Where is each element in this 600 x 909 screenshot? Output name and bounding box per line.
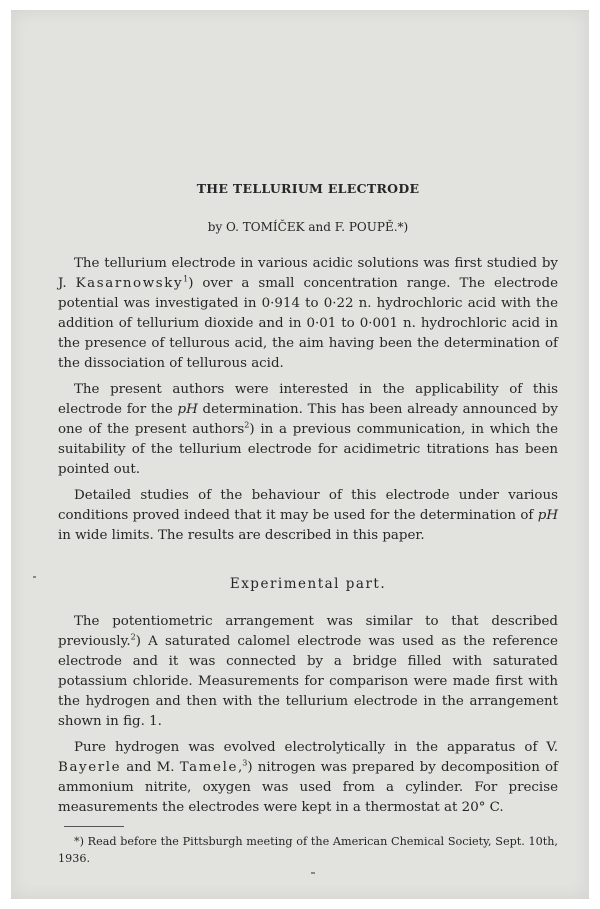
print-speck [33,576,36,578]
ph-term: pH [177,402,198,417]
article-body [58,181,558,867]
author-name-bayerle: Bayerle [58,760,122,775]
author-name-kasarnowsky: Kasarnowsky [75,276,184,291]
article-byline: by O. TOMÍČEK and F. POUPĚ.*) [207,220,409,234]
intro-paragraph-2: The present authors were interested in the applicability of this electrode for the pH determination. This has been already announced by one of the present authors$^2$) in a previous communication, in which the suitability of the tellurium electrode for acidimetric titrations has been pointed out. [58,382,558,477]
intro-paragraph-3: Detailed studies of the behaviour of this electrode under various conditions proved indeed that it may be used for the determination of pH in wide limits. The results are described in this paper. [58,488,558,543]
reference-marker: 1 [183,274,189,284]
reference-marker: 3 [242,758,248,768]
reference-marker: 2 [130,632,136,642]
experimental-paragraph-1: The potentiometric arrangement was similar to that described previously.$^2$) A saturated calomel electrode was used as the reference electrode and it was connected by a bridge filled with saturated potassium chloride. Measurements for comparison were made first with the hydrogen and then with the tellurium electrode in the arrangement shown in fig. 1. [58,614,558,729]
print-speck [311,872,315,874]
footnote: *) Read before the Pittsburgh meeting of the American Chemical Society, Sept. 10th, 1936. [58,835,558,865]
article-title: THE TELLURIUM ELECTRODE [196,181,420,196]
author-name-tamele: Tamele [179,760,238,775]
intro-paragraph-1: The tellurium electrode in various acidic solutions was first studied by J. Kasarnowsky$^1$) over a small concentration range. The electrode potential was investigated in 0·914 to 0·22 n. hydrochloric acid with the addition of tellurium dioxide and in 0·01 to 0·001 n. hydrochloric acid in the presence of tellurous acid, the aim having been the determination of the dissociation of tellurous acid. [58,256,558,371]
paper-page [11,10,589,899]
experimental-paragraph-2: Pure hydrogen was evolved electrolytically in the apparatus of V. Bayerle and M. Tamele,$^3$) nitrogen was prepared by decomposition of ammonium nitrite, oxygen was used from a cylinder. For precise measurements the electrodes were kept in a thermostat at 20° C. [58,740,558,815]
reference-marker: 2 [244,420,250,430]
ph-term: pH [537,508,558,523]
footnote-separator [64,826,124,827]
section-heading-experimental: Experimental part. [229,576,387,592]
